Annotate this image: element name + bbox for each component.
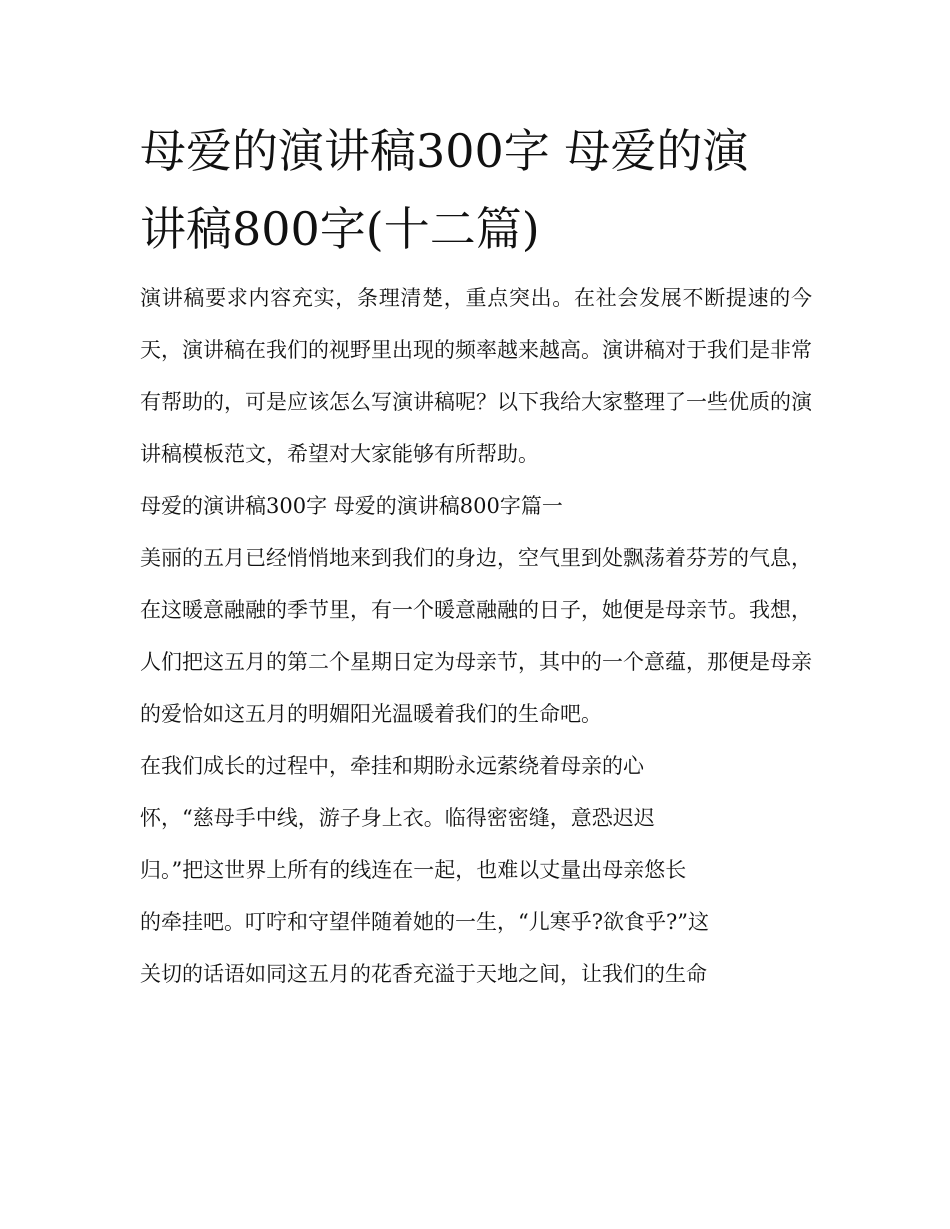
- paragraph-2: [140, 740, 812, 1000]
- paragraph-1: 美丽的五月已经悄悄地来到我们的身边，空气里到处飘荡着芬芳的气息，在这暖意融融的季节里，有一个暖意融融的日子，她便是母亲节。我想，人们把这五月的第二个星期日定为母亲节，其中的一个意蕴，那便是母亲的爱恰如这五月的明媚阳光温暖着我们的生命吧。: [140, 546, 812, 726]
- paragraph-2-line-3: 归。”把这世界上所有的线连在一起，也难以丈量出母亲悠长: [140, 858, 687, 882]
- document-title: [140, 112, 812, 268]
- intro-paragraph: 演讲稿要求内容充实，条理清楚，重点突出。在社会发展不断提速的今天，演讲稿在我们的视野里出现的频率越来越高。演讲稿对于我们是非常有帮助的，可是应该怎么写演讲稿呢？以下我给大家整理了一些优质的演讲稿模板范文，希望对大家能够有所帮助。: [140, 286, 812, 466]
- section-heading: 母爱的演讲稿300字 母爱的演讲稿800字篇一: [140, 494, 563, 518]
- paragraph-2-line-5: 关切的话语如同这五月的花香充溢于天地之间，让我们的生命: [140, 962, 707, 986]
- paragraph-2-line-2: 怀，“慈母手中线，游子身上衣。临得密密缝，意恐迟迟: [140, 806, 655, 830]
- paragraph-2-line-1: 在我们成长的过程中，牵挂和期盼永远萦绕着母亲的心: [140, 754, 644, 778]
- title-line-1: 母爱的演讲稿300字 母爱的演: [140, 124, 749, 178]
- document-body: [140, 112, 812, 1000]
- title-line-2: 讲稿800字(十二篇): [140, 202, 540, 256]
- paragraph-2-line-4: 的牵挂吧。叮咛和守望伴随着她的一生，“儿寒乎?欲食乎?”这: [140, 910, 709, 934]
